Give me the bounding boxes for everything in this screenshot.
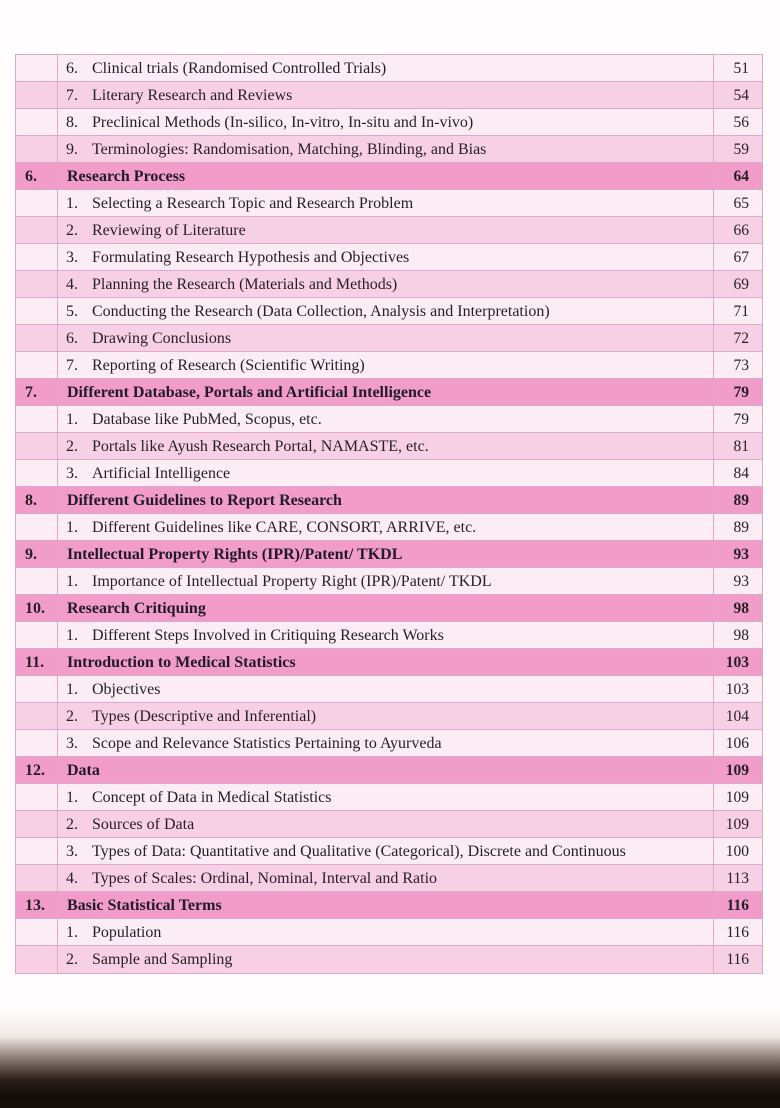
item-number: 3.: [66, 249, 78, 266]
item-number: 5.: [66, 303, 78, 320]
row-title: Portals like Ayush Research Portal, NAMASTE, etc.: [92, 438, 429, 455]
row-title: Importance of Intellectual Property Right (IPR)/Patent/ TKDL: [92, 573, 492, 590]
chapter-number: [16, 352, 57, 378]
row-body: [57, 595, 713, 621]
chapter-number: [16, 622, 57, 648]
item-number: 3.: [66, 465, 78, 482]
toc-row: [16, 703, 762, 730]
row-title: Different Steps Involved in Critiquing Research Works: [92, 627, 444, 644]
row-title: Data: [67, 762, 100, 779]
chapter-number: [16, 244, 57, 270]
page-number: 98: [713, 595, 762, 621]
row-body: [57, 865, 713, 891]
page-number: 54: [713, 82, 762, 108]
chapter-number: [16, 217, 57, 243]
chapter-number: 6.: [25, 168, 37, 185]
row-body: [57, 892, 713, 918]
page-number: 81: [713, 433, 762, 459]
item-number: 1.: [66, 924, 78, 941]
chapter-number: [16, 811, 57, 837]
chapter-number: [16, 919, 57, 945]
chapter-number: 11.: [25, 654, 45, 671]
toc-row: [16, 568, 762, 595]
page-number: 79: [713, 379, 762, 405]
item-number: 7.: [66, 357, 78, 374]
page-number: 66: [713, 217, 762, 243]
row-title: Clinical trials (Randomised Controlled Trials): [92, 60, 387, 77]
page-number: 89: [713, 487, 762, 513]
row-title: Reporting of Research (Scientific Writing): [92, 357, 365, 374]
page-number: 64: [713, 163, 762, 189]
item-number: 1.: [66, 573, 78, 590]
chapter-number: [16, 784, 57, 810]
toc-row: [16, 865, 762, 892]
chapter-number: [16, 676, 57, 702]
row-body: [57, 163, 713, 189]
row-body: [57, 649, 713, 675]
toc-row: [16, 892, 762, 919]
row-body: [57, 487, 713, 513]
row-title: Sample and Sampling: [92, 951, 233, 968]
chapter-number: [16, 865, 57, 891]
row-title: Conducting the Research (Data Collection, Analysis and Interpretation): [92, 303, 550, 320]
item-number: 2.: [66, 816, 78, 833]
chapter-number: 10.: [25, 600, 45, 617]
item-number: 1.: [66, 627, 78, 644]
row-body: [57, 55, 713, 81]
row-body: [57, 136, 713, 162]
toc-row: [16, 595, 762, 622]
page-number: 100: [713, 838, 762, 864]
page-number: 109: [713, 811, 762, 837]
row-body: [57, 325, 713, 351]
page-number: 109: [713, 757, 762, 783]
page-number: 72: [713, 325, 762, 351]
row-title: Planning the Research (Materials and Methods): [92, 276, 398, 293]
item-number: 1.: [66, 789, 78, 806]
item-number: 2.: [66, 438, 78, 455]
row-body: [57, 82, 713, 108]
page-number: 93: [713, 568, 762, 594]
page-number: 116: [713, 919, 762, 945]
chapter-number: [16, 271, 57, 297]
page-number: 69: [713, 271, 762, 297]
row-body: [57, 676, 713, 702]
chapter-number: [16, 190, 57, 216]
page-number: 116: [713, 946, 762, 973]
toc-row: [16, 217, 762, 244]
toc-row: [16, 244, 762, 271]
page-number: 113: [713, 865, 762, 891]
row-body: [57, 217, 713, 243]
page-number: 51: [713, 55, 762, 81]
toc-row: [16, 325, 762, 352]
row-title: Sources of Data: [92, 816, 195, 833]
row-body: [57, 109, 713, 135]
row-title: Formulating Research Hypothesis and Objectives: [92, 249, 410, 266]
row-body: [57, 433, 713, 459]
item-number: 1.: [66, 519, 78, 536]
row-title: Literary Research and Reviews: [92, 87, 293, 104]
row-title: Types of Scales: Ordinal, Nominal, Interval and Ratio: [92, 870, 438, 887]
item-number: 2.: [66, 951, 78, 968]
page-number: 106: [713, 730, 762, 756]
toc-row: [16, 730, 762, 757]
chapter-number: 7.: [25, 384, 37, 401]
row-title: Drawing Conclusions: [92, 330, 232, 347]
toc-row: [16, 190, 762, 217]
toc-row: [16, 163, 762, 190]
chapter-number: [16, 109, 57, 135]
item-number: 1.: [66, 411, 78, 428]
row-body: [57, 541, 713, 567]
toc-row: [16, 271, 762, 298]
row-title: Basic Statistical Terms: [67, 897, 222, 914]
row-title: Scope and Relevance Statistics Pertaining to Ayurveda: [92, 735, 442, 752]
page-number: 67: [713, 244, 762, 270]
page-number: 89: [713, 514, 762, 540]
toc-row: [16, 757, 762, 784]
row-body: [57, 811, 713, 837]
row-body: [57, 730, 713, 756]
chapter-number: 13.: [25, 897, 45, 914]
item-number: 3.: [66, 843, 78, 860]
row-title: Database like PubMed, Scopus, etc.: [92, 411, 322, 428]
row-body: [57, 244, 713, 270]
chapter-number: [16, 55, 57, 81]
row-body: [57, 271, 713, 297]
item-number: 4.: [66, 276, 78, 293]
item-number: 7.: [66, 87, 78, 104]
toc-row: [16, 811, 762, 838]
page-number: 71: [713, 298, 762, 324]
chapter-number: [16, 298, 57, 324]
row-body: [57, 514, 713, 540]
item-number: 9.: [66, 141, 78, 158]
toc-row: [16, 676, 762, 703]
page-number: 93: [713, 541, 762, 567]
row-body: [57, 946, 713, 973]
item-number: 4.: [66, 870, 78, 887]
row-title: Different Database, Portals and Artificial Intelligence: [67, 384, 432, 401]
row-body: [57, 622, 713, 648]
toc-row: [16, 82, 762, 109]
row-body: [57, 703, 713, 729]
chapter-number: 9.: [25, 546, 37, 563]
item-number: 8.: [66, 114, 78, 131]
chapter-number: [16, 406, 57, 432]
chapter-number: [16, 703, 57, 729]
toc-row: [16, 514, 762, 541]
page-number: 59: [713, 136, 762, 162]
toc-row: [16, 109, 762, 136]
chapter-number: [16, 433, 57, 459]
row-body: [57, 784, 713, 810]
row-title: Research Process: [67, 168, 186, 185]
chapter-number: [16, 838, 57, 864]
page-number: 103: [713, 649, 762, 675]
row-body: [57, 568, 713, 594]
chapter-number: [16, 514, 57, 540]
row-title: Research Critiquing: [67, 600, 206, 617]
row-title: Types (Descriptive and Inferential): [92, 708, 317, 725]
toc-row: [16, 55, 762, 82]
toc-row: [16, 352, 762, 379]
chapter-number: [16, 568, 57, 594]
chapter-number: [16, 946, 57, 973]
toc-row: [16, 649, 762, 676]
item-number: 1.: [66, 195, 78, 212]
page-number: 73: [713, 352, 762, 378]
row-title: Introduction to Medical Statistics: [67, 654, 296, 671]
item-number: 1.: [66, 681, 78, 698]
toc-row: [16, 541, 762, 568]
page-number: 56: [713, 109, 762, 135]
row-body: [57, 406, 713, 432]
row-title: Preclinical Methods (In-silico, In-vitro, In-situ and In-vivo): [92, 114, 474, 131]
row-title: Selecting a Research Topic and Research Problem: [92, 195, 414, 212]
chapter-number: 12.: [25, 762, 45, 779]
toc-row: [16, 784, 762, 811]
toc-row: [16, 487, 762, 514]
row-title: Different Guidelines like CARE, CONSORT, ARRIVE, etc.: [92, 519, 477, 536]
page-number: 98: [713, 622, 762, 648]
item-number: 6.: [66, 330, 78, 347]
row-title: Types of Data: Quantitative and Qualitative (Categorical), Discrete and Continuous: [92, 843, 626, 860]
chapter-number: [16, 82, 57, 108]
item-number: 3.: [66, 735, 78, 752]
row-title: Intellectual Property Rights (IPR)/Patent/ TKDL: [67, 546, 403, 563]
row-body: [57, 379, 713, 405]
row-body: [57, 757, 713, 783]
row-title: Reviewing of Literature: [92, 222, 246, 239]
toc-row: [16, 946, 762, 973]
toc-row: [16, 298, 762, 325]
page-number: 116: [713, 892, 762, 918]
toc-row: [16, 406, 762, 433]
page-number: 109: [713, 784, 762, 810]
chapter-number: 8.: [25, 492, 37, 509]
chapter-number: [16, 136, 57, 162]
chapter-number: [16, 730, 57, 756]
toc-row: [16, 460, 762, 487]
row-body: [57, 190, 713, 216]
row-title: Different Guidelines to Report Research: [67, 492, 342, 509]
row-title: Population: [92, 924, 162, 941]
item-number: 2.: [66, 222, 78, 239]
item-number: 6.: [66, 60, 78, 77]
page-bottom-shadow: [0, 1008, 780, 1108]
page-number: 79: [713, 406, 762, 432]
row-body: [57, 298, 713, 324]
row-title: Concept of Data in Medical Statistics: [92, 789, 332, 806]
page-number: 103: [713, 676, 762, 702]
row-body: [57, 460, 713, 486]
page-number: 65: [713, 190, 762, 216]
toc-row: [16, 433, 762, 460]
toc-row: [16, 838, 762, 865]
toc-table: [15, 54, 763, 974]
toc-row: [16, 379, 762, 406]
toc-row: [16, 136, 762, 163]
toc-row: [16, 622, 762, 649]
chapter-number: [16, 325, 57, 351]
row-title: Objectives: [92, 681, 161, 698]
item-number: 2.: [66, 708, 78, 725]
row-body: [57, 838, 713, 864]
row-body: [57, 919, 713, 945]
row-body: [57, 352, 713, 378]
row-title: Terminologies: Randomisation, Matching, Blinding, and Bias: [92, 141, 487, 158]
page-number: 104: [713, 703, 762, 729]
page-number: 84: [713, 460, 762, 486]
toc-row: [16, 919, 762, 946]
row-title: Artificial Intelligence: [92, 465, 231, 482]
chapter-number: [16, 460, 57, 486]
